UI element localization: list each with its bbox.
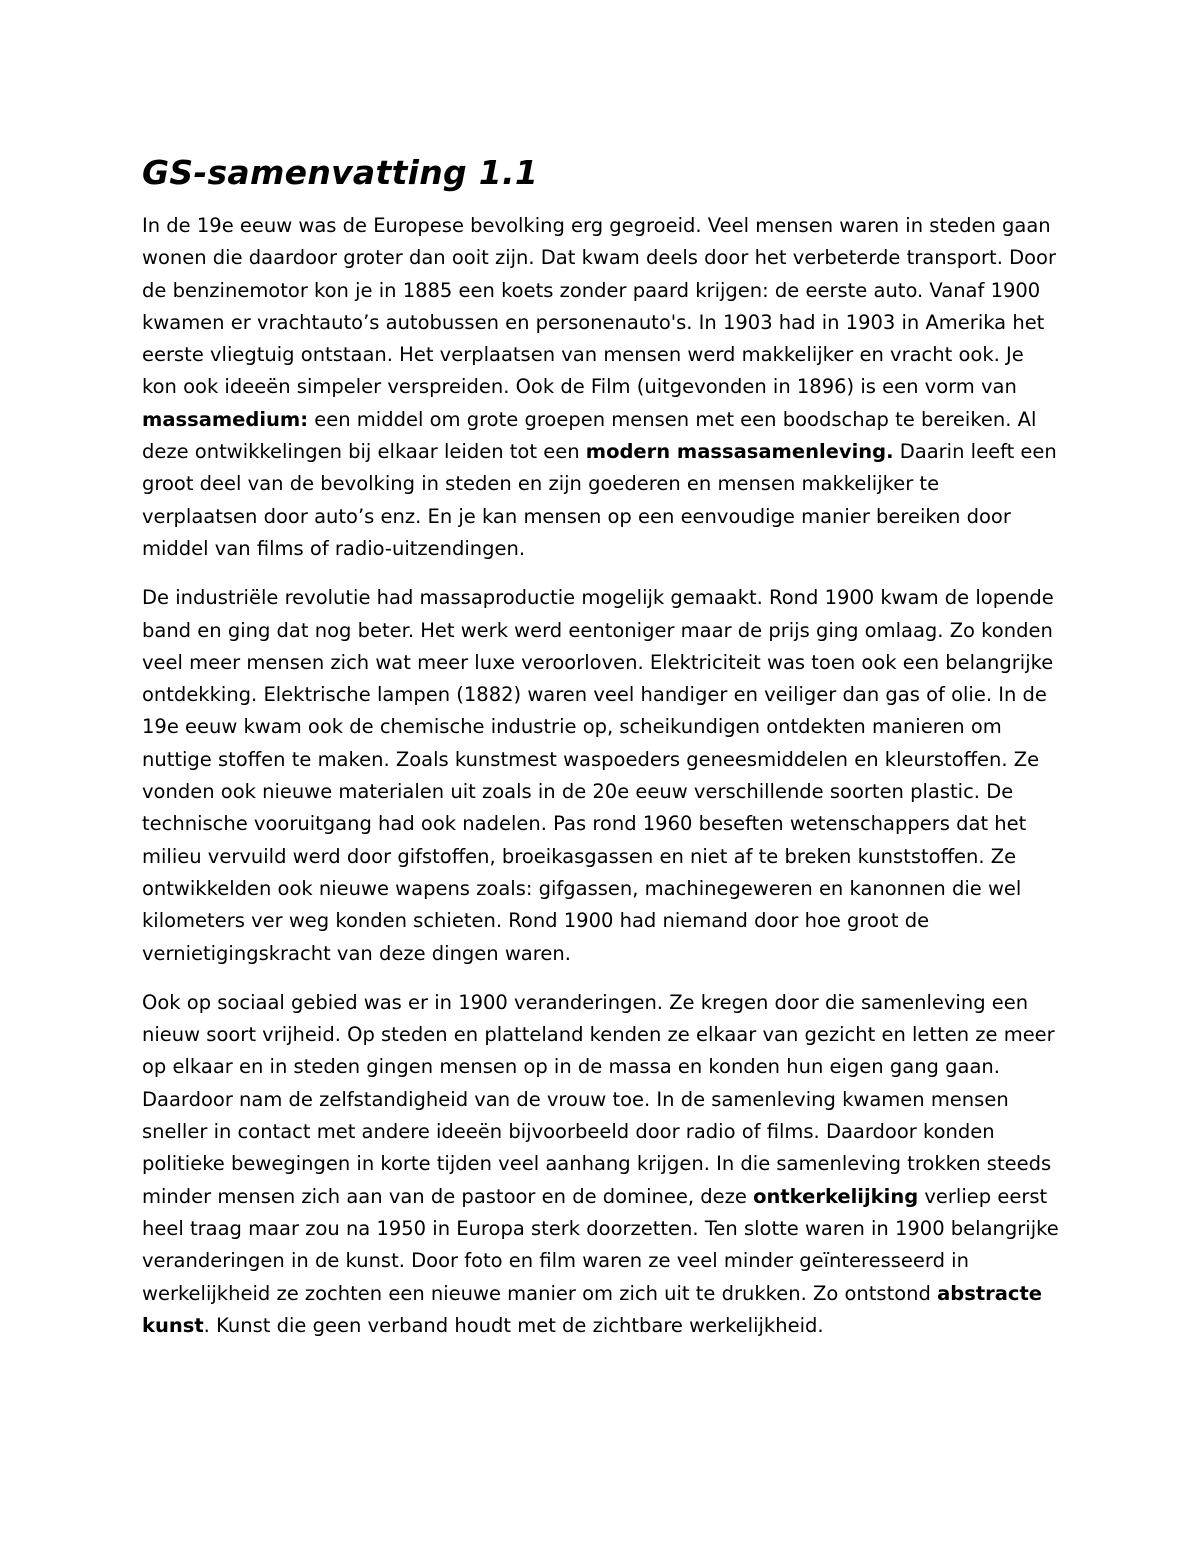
text-segment: Daarin leeft een groot deel van de bevolking in steden en zijn goederen en mensen makkelijker te verplaatsen door auto’s enz. En je kan mensen op een eenvoudige manier bereiken door middel van films of radio-uitzendingen. xyxy=(142,440,1057,560)
paragraph-transport xyxy=(142,210,1060,565)
term-ontkerkelijking: ontkerkelijking xyxy=(753,1184,919,1208)
text-segment: . Kunst die geen verband houdt met de zichtbare werkelijkheid. xyxy=(203,1313,824,1337)
text-segment: De industriële revolutie had massaproductie mogelijk gemaakt. Rond 1900 kwam de lopende band en ging dat nog beter. Het werk werd eentoniger maar de prijs ging omlaag. Zo konden veel meer mensen zich wat meer luxe veroorloven. Elektriciteit was toen ook een belangrijke ontdekking. Elektrische lampen (1882) waren veel handiger en veiliger dan gas of olie. In de 19e eeuw kwam ook de chemische industrie op, scheikundigen ontdekten manieren om nuttige stoffen te maken. Zoals kunstmest waspoeders geneesmiddelen en kleurstoffen. Ze vonden ook nieuwe materialen uit zoals in de 20e eeuw verschillende soorten plastic. De technische vooruitgang had ook nadelen. Pas rond 1960 beseften wetenschappers dat het milieu vervuild werd door gifstoffen, broeikasgassen en niet af te breken kunststoffen. Ze ontwikkelden ook nieuwe wapens zoals: gifgassen, machinegeweren en kanonnen die wel kilometers ver weg konden schieten. Rond 1900 had niemand door hoe groot de vernietigingskracht van deze dingen waren. xyxy=(142,586,1054,965)
term-modern-massasamenleving: modern massasamenleving. xyxy=(585,440,894,464)
text-segment: verliep eerst heel traag maar zou na 1950 in Europa sterk doorzetten. Ten slotte waren in 1900 belangrijke veranderingen in de kunst. Door foto en film waren ze veel minder geïnteresseerd in werkelijkheid ze zochten een nieuwe manier om zich uit te drukken. Zo ontstond xyxy=(142,1184,1059,1305)
paragraph-social xyxy=(142,987,1060,1342)
text-segment: Ook op sociaal gebied was er in 1900 veranderingen. Ze kregen door die samenleving een nieuw soort vrijheid. Op steden en platteland kenden ze elkaar van gezicht en letten ze meer op elkaar en in steden gingen mensen op in de massa en konden hun eigen gang gaan. Daardoor nam de zelfstandigheid van de vrouw toe. In de samenleving kwamen mensen sneller in contact met andere ideeën bijvoorbeeld door radio of films. Daardoor konden politieke bewegingen in korte tijden veel aanhang krijgen. In die samenleving trokken steeds minder mensen zich aan van de pastoor en de dominee, deze xyxy=(142,990,1055,1208)
text-segment: een middel om grote groepen mensen met een boodschap te bereiken. Al deze ontwikkelingen bij elkaar leiden tot een xyxy=(142,407,1037,464)
term-abstracte-kunst: abstracte kunst xyxy=(142,1281,1043,1337)
text-segment: In de 19e eeuw was de Europese bevolking erg gegroeid. Veel mensen waren in steden gaan wonen die daardoor groter dan ooit zijn. Dat kwam deels door het verbeterde transport. Door de benzinemotor kon je in 1885 een koets zonder paard krijgen: de eerste auto. Vanaf 1900 kwamen er vrachtauto’s autobussen en personenauto's. In 1903 had in 1903 in Amerika het eerste vliegtuig ontstaan. Het verplaatsen van mensen werd makkelijker en vracht ook. Je kon ook ideeën simpeler verspreiden. Ook de Film (uitgevonden in 1896) is een vorm van xyxy=(142,214,1056,399)
document-title: GS-samenvatting 1.1 xyxy=(142,153,539,192)
document-page xyxy=(142,150,1060,1359)
paragraph-industry xyxy=(142,582,1060,970)
term-massamedium: massamedium: xyxy=(142,407,309,431)
